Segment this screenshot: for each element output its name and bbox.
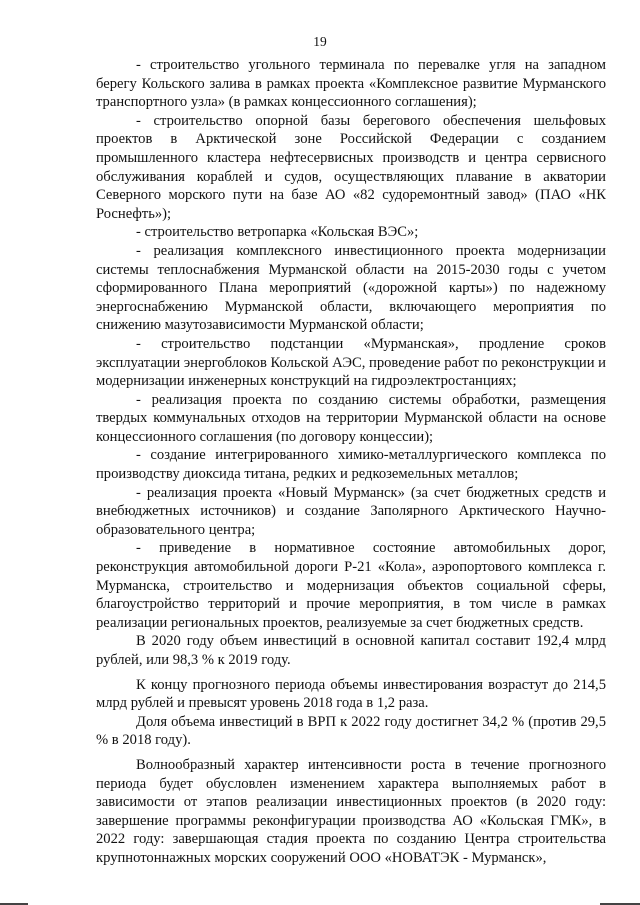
paragraph-roads: - приведение в нормативное состояние автомобильных дорог, реконструкция автомобильной дороги Р-21 «Кола», аэропортового комплекса г. Мурманска, строительство и модернизация объектов социальной сферы, благоустройство территорий и прочие мероприятия, в том числе в рамках реализации региональных проектов, реализуемые за счет бюджетных средств. bbox=[96, 540, 606, 631]
paragraph-heat-supply: - реализация комплексного инвестиционного проекта модернизации системы теплоснабжения Мурманской области на 2015-2030 годы с учетом сформированного Плана мероприятий («дорожной карты») по надежному энергоснабжению Мурманской области, включающего мероприятия по снижению мазутозависимости Мурманской области; bbox=[96, 242, 606, 334]
paragraph-coal-terminal: - строительство угольного терминала по перевалке угля на западном берегу Кольского залива в рамках проекта «Комплексное развитие Мурманского транспортного узла» (в рамках концессионного соглашения); bbox=[96, 57, 606, 111]
paragraph-investment-share: Доля объема инвестиций в ВРП к 2022 году достигнет 34,2 % (против 29,5 % в 2018 году). bbox=[96, 713, 606, 749]
page-number: 19 bbox=[313, 34, 327, 49]
document-body bbox=[96, 56, 606, 868]
paragraph-growth-character: Волнообразный характер интенсивности роста в течение прогнозного периода будет обусловлен изменением характера выполняемых работ в зависимости от этапов реализации инвестиционных проектов (в 2020 году: завершение программы реконфигурации производства АО «Кольская ГМК», в 2022 году: завершающая стадия проекта по созданию Центра строительства крупнотоннажных морских сооружений ООО «НОВАТЭК - Мурманск», bbox=[96, 756, 606, 866]
paragraph-investment-growth: К концу прогнозного периода объемы инвестирования возрастут до 214,5 млрд рублей и превысят уровень 2018 года в 1,2 раза. bbox=[96, 676, 606, 712]
paragraph-chemical-complex: - создание интегрированного химико-металлургического комплекса по производству диоксида титана, редких и редкоземельных металлов; bbox=[96, 447, 606, 483]
paragraph-substation: - строительство подстанции «Мурманская», продление сроков эксплуатации энергоблоков Кольской АЭС, проведение работ по реконструкции и модернизации инженерных конструкций на гидроэлектростанциях; bbox=[96, 335, 606, 390]
paragraph-investment-2020: В 2020 году объем инвестиций в основной капитал составит 192,4 млрд рублей, или 98,3 % к 2019 году. bbox=[96, 633, 606, 668]
paragraph-wind-park: - строительство ветропарка «Кольская ВЭС»; bbox=[136, 224, 419, 241]
paragraph-new-murmansk: - реализация проекта «Новый Мурманск» (за счет бюджетных средств и внебюджетных источников) и создание Заполярного Арктического Научно-образовательного центра; bbox=[96, 484, 606, 538]
paragraph-waste-processing: - реализация проекта по созданию системы обработки, размещения твердых коммунальных отходов на территории Мурманской области на основе концессионного соглашения (по договору концессии); bbox=[96, 391, 606, 445]
paragraph-offshore-base: - строительство опорной базы берегового обеспечения шельфовых проектов в Арктической зоне Российской Федерации с созданием промышленного кластера нефтесервисных производств и центра сервисного обслуживания кораблей и судов, осуществляющих плавание в акватории Северного морского пути на базе АО «82 судоремонтный завод» (ПАО «НК Роснефть»); bbox=[96, 112, 606, 222]
